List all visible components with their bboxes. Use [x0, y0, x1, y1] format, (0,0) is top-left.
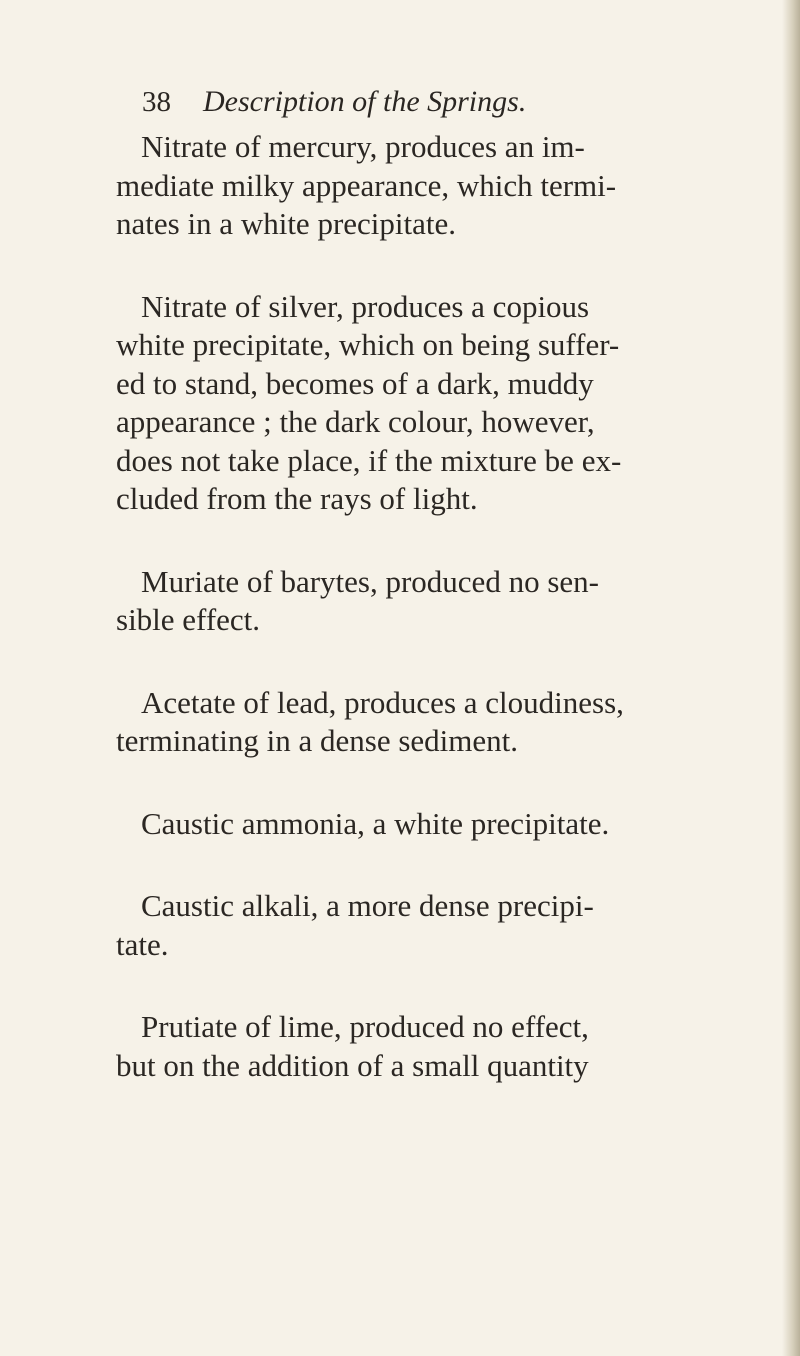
text-line: sible effect.	[116, 602, 261, 637]
text-line: white precipitate, which on being suffer-	[116, 327, 620, 362]
text-line: Caustic alkali, a more dense precipi-	[141, 888, 594, 923]
text-line: ed to stand, becomes of a dark, muddy	[116, 365, 594, 401]
text-line: Muriate of barytes, produced no sen-	[141, 563, 599, 599]
text-line: nates in a white precipitate.	[116, 206, 457, 241]
text-line: but on the addition of a small quantity	[116, 1047, 589, 1083]
running-head	[0, 82, 800, 122]
text-line: tate.	[116, 926, 169, 962]
paragraph-caustic-alkali	[116, 887, 716, 964]
body-text	[116, 128, 716, 1129]
text-line: cluded from the rays of light.	[116, 481, 478, 516]
text-line: mediate milky appearance, which termi-	[116, 167, 617, 203]
running-head-title: Description of the Springs.	[203, 85, 527, 118]
page-edge-shadow	[782, 0, 800, 1356]
text-line: Prutiate of lime, produced no effect,	[141, 1009, 589, 1044]
text-line: does not take place, if the mixture be ex-	[116, 442, 622, 478]
text-line: Acetate of lead, produces a cloudiness,	[141, 684, 624, 720]
text-line: Nitrate of silver, produces a copious	[141, 288, 590, 324]
paragraph-acetate-of-lead	[116, 684, 716, 761]
text-line: Caustic ammonia, a white precipitate.	[141, 805, 610, 841]
page-number: 38	[142, 86, 171, 118]
paragraph-nitrate-of-mercury	[116, 128, 716, 244]
text-line: Nitrate of mercury, produces an im-	[141, 129, 585, 164]
paragraph-nitrate-of-silver	[116, 288, 716, 519]
text-line: appearance ; the dark colour, however,	[116, 404, 595, 439]
paragraph-prutiate-of-lime	[116, 1008, 716, 1085]
text-line: terminating in a dense sediment.	[116, 723, 519, 758]
paragraph-muriate-of-barytes	[116, 563, 716, 640]
paragraph-caustic-ammonia	[116, 805, 716, 844]
